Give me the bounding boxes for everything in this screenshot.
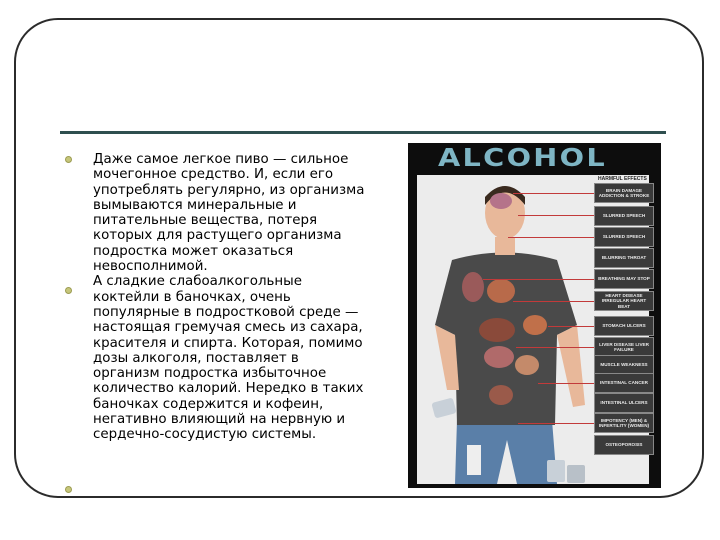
effect-label: BRAIN DAMAGE ADDICTION & STROKE — [594, 183, 654, 203]
effect-label: BLURRING THROAT — [594, 248, 654, 268]
effect-label: LIVER DISEASE LIVER FAILURE — [594, 337, 654, 357]
connector-line — [516, 347, 594, 348]
body-text — [93, 152, 368, 443]
effect-label: OSTEOPOROSIS — [594, 435, 654, 455]
effect-label: INTESTINAL ULCERS — [594, 393, 654, 413]
connector-line — [508, 237, 594, 238]
title-divider — [60, 131, 666, 134]
connector-line — [513, 193, 594, 194]
bullet-1 — [65, 156, 72, 163]
connector-line — [518, 423, 594, 424]
paragraph-1: Даже самое легкое пиво — сильное мочегонное средство. И, если его употреблять регулярно, из организма вымываются минеральные и питательные вещества, потеря которых для растущего организма подростка может оказаться невосполнимой. — [93, 152, 365, 275]
effect-label: MUSCLE WEAKNESS — [594, 355, 654, 375]
bullet-2 — [65, 287, 72, 294]
poster-title: ALCOHOL — [438, 143, 608, 172]
effect-label: BREATHING MAY STOP — [594, 269, 654, 289]
effect-label: IMPOTENCY (MEN) & INFERTILITY (WOMEN) — [594, 413, 654, 433]
alcohol-poster — [408, 143, 661, 488]
effects-header: HARMFUL EFFECTS — [598, 176, 647, 182]
man-figure-image — [417, 175, 592, 484]
effect-label: HEART DISEASE IRREGULAR HEART BEAT — [594, 291, 654, 311]
connector-line — [538, 383, 594, 384]
bullet-3 — [65, 486, 72, 493]
connector-line — [548, 326, 594, 327]
connector-line — [483, 279, 594, 280]
effect-label: INTESTINAL CANCER — [594, 373, 654, 393]
paragraph-2: А сладкие слабоалкогольные коктейли в баночках, очень популярные в подростковой среде — настоящая гремучая смесь из сахара, красителя и спирта. Которая, помимо дозы алкоголя, поставляет в организм подростка избыточное количество калорий. Нередко в таких баночках содержится и кофеин, негативно влияющий на нервную и сердечно-сосудистую системы. — [93, 274, 364, 443]
effect-label: SLURRED SPEECH — [594, 227, 654, 247]
connector-line — [513, 301, 594, 302]
connector-line — [518, 215, 594, 216]
effect-label: SLURRED SPEECH — [594, 206, 654, 226]
effect-label: STOMACH ULCERS — [594, 316, 654, 336]
